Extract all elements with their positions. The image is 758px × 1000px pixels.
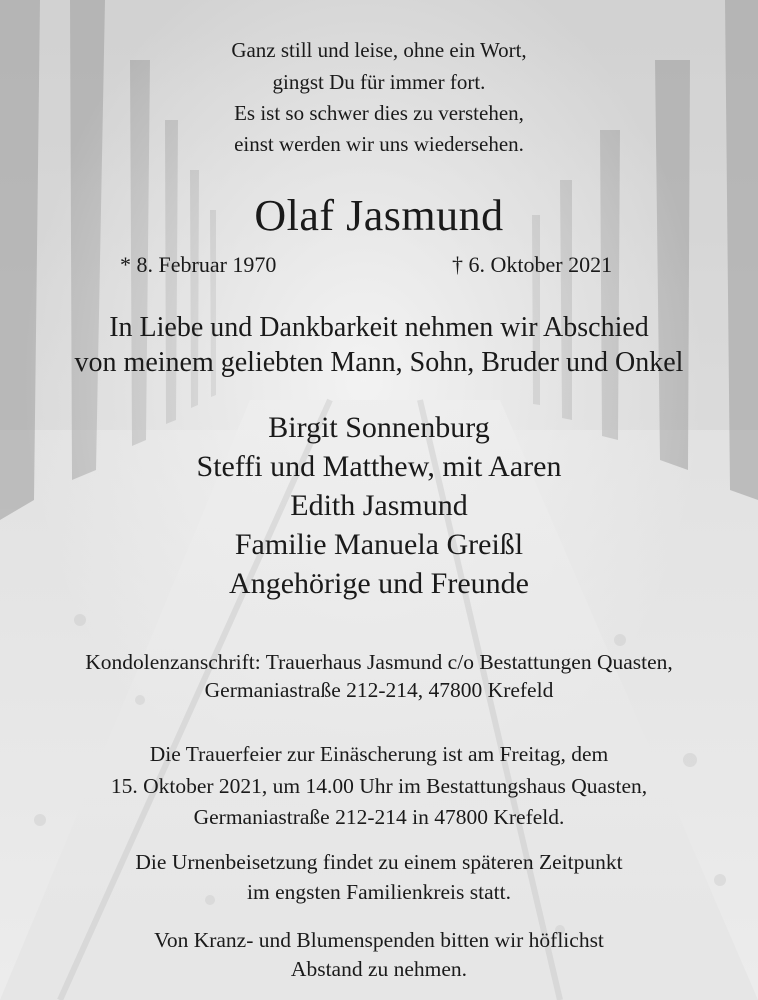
mourner: Angehörige und Freunde	[229, 567, 529, 600]
mourner: Edith Jasmund	[290, 489, 468, 522]
intro-line: In Liebe und Dankbarkeit nehmen wir Abschied	[109, 312, 649, 343]
death-date: † 6. Oktober 2021	[452, 252, 613, 277]
condolence-line: Germaniastraße 212-214, 47800 Krefeld	[204, 678, 554, 702]
poem-line: einst werden wir uns wiedersehen.	[234, 132, 524, 156]
ceremony-line: Die Trauerfeier zur Einäscherung ist am Freitag, dem	[149, 742, 609, 766]
flowers-line: Abstand zu nehmen.	[290, 957, 468, 981]
mourner: Steffi und Matthew, mit Aaren	[196, 450, 562, 483]
poem-line: gingst Du für immer fort.	[272, 70, 486, 94]
birth-date: * 8. Februar 1970	[120, 252, 277, 277]
mourner: Familie Manuela Greißl	[234, 528, 524, 561]
deceased-name: Olaf Jasmund	[254, 191, 504, 240]
ceremony-line: 15. Oktober 2021, um 14.00 Uhr im Bestattungshaus Quasten,	[110, 774, 648, 798]
ceremony-line: Germaniastraße 212-214 in 47800 Krefeld.	[193, 805, 565, 829]
poem-line: Es ist so schwer dies zu verstehen,	[234, 101, 524, 125]
poem-line: Ganz still und leise, ohne ein Wort,	[231, 38, 527, 62]
mourner: Birgit Sonnenburg	[268, 411, 490, 444]
intro-line: von meinem geliebten Mann, Sohn, Bruder und Onkel	[74, 347, 684, 378]
urn-line: Die Urnenbeisetzung findet zu einem späteren Zeitpunkt	[135, 850, 623, 874]
condolence-line: Kondolenzanschrift: Trauerhaus Jasmund c/o Bestattungen Quasten,	[85, 650, 673, 674]
urn-line: im engsten Familienkreis statt.	[247, 880, 511, 904]
flowers-line: Von Kranz- und Blumenspenden bitten wir höflichst	[154, 928, 604, 952]
